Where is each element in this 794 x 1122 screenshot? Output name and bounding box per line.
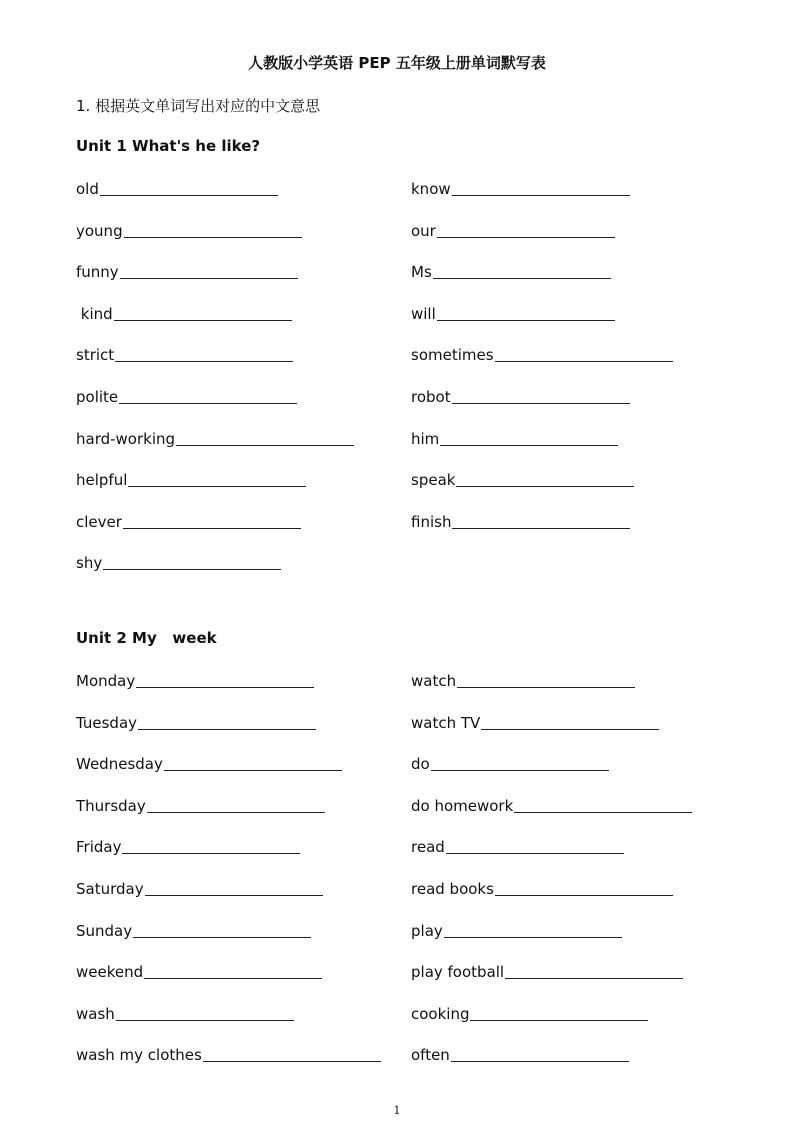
vocab-word: young bbox=[76, 221, 123, 240]
vocab-item bbox=[76, 303, 354, 345]
answer-blank-line[interactable] bbox=[123, 511, 301, 529]
answer-blank-line[interactable] bbox=[433, 261, 611, 279]
vocab-word: Monday bbox=[76, 672, 136, 690]
vocab-word: cooking bbox=[411, 1004, 470, 1023]
vocab-word: read bbox=[411, 838, 445, 857]
vocab-item bbox=[76, 920, 381, 962]
answer-blank-line[interactable] bbox=[440, 428, 618, 446]
answer-blank-line[interactable] bbox=[203, 1044, 381, 1062]
answer-blank-line[interactable] bbox=[437, 303, 615, 321]
vocab-word: do bbox=[411, 755, 430, 774]
vocab-word: kind bbox=[76, 304, 113, 323]
answer-blank-line[interactable] bbox=[122, 836, 300, 854]
unit-2-left-column bbox=[76, 670, 381, 1086]
vocab-item bbox=[411, 428, 673, 470]
vocab-item bbox=[76, 178, 354, 220]
vocab-item bbox=[411, 1003, 692, 1045]
vocab-item bbox=[76, 670, 381, 712]
unit-1-left-column bbox=[76, 178, 354, 594]
answer-blank-line[interactable] bbox=[457, 670, 635, 688]
vocab-word: will bbox=[411, 304, 436, 323]
vocab-word: often bbox=[411, 1046, 450, 1065]
answer-blank-line[interactable] bbox=[437, 220, 615, 238]
vocab-word: Saturday bbox=[76, 879, 144, 898]
answer-blank-line[interactable] bbox=[452, 511, 630, 529]
answer-blank-line[interactable] bbox=[128, 469, 306, 487]
vocab-word: shy bbox=[76, 554, 103, 573]
vocab-item bbox=[76, 878, 381, 920]
vocab-word: read books bbox=[411, 879, 494, 898]
answer-blank-line[interactable] bbox=[138, 712, 316, 730]
vocab-word: know bbox=[411, 180, 451, 198]
answer-blank-line[interactable] bbox=[495, 878, 673, 896]
vocab-word: Thursday bbox=[76, 796, 146, 815]
vocab-word: him bbox=[411, 429, 440, 448]
vocab-item bbox=[76, 386, 354, 428]
vocab-word: Sunday bbox=[76, 921, 133, 940]
answer-blank-line[interactable] bbox=[114, 303, 292, 321]
answer-blank-line[interactable] bbox=[505, 961, 683, 979]
vocab-word: do homework bbox=[411, 796, 514, 815]
answer-blank-line[interactable] bbox=[133, 920, 311, 938]
vocab-item bbox=[411, 178, 673, 220]
answer-blank-line[interactable] bbox=[514, 795, 692, 813]
vocab-item bbox=[411, 261, 673, 303]
vocab-word: play bbox=[411, 921, 443, 940]
vocab-word: play football bbox=[411, 963, 505, 982]
answer-blank-line[interactable] bbox=[495, 344, 673, 362]
unit-2-right-column bbox=[411, 670, 692, 1086]
vocab-word: hard-working bbox=[76, 429, 176, 448]
vocab-item bbox=[76, 220, 354, 262]
answer-blank-line[interactable] bbox=[136, 670, 314, 688]
answer-blank-line[interactable] bbox=[124, 220, 302, 238]
vocab-item bbox=[411, 753, 692, 795]
vocab-item bbox=[411, 220, 673, 262]
instruction-text: 1. 根据英文单词写出对应的中文意思 bbox=[76, 97, 321, 115]
vocab-word: polite bbox=[76, 387, 119, 406]
vocab-item bbox=[76, 552, 354, 594]
vocab-item bbox=[76, 344, 354, 386]
answer-blank-line[interactable] bbox=[164, 753, 342, 771]
vocab-word: wash bbox=[76, 1004, 115, 1023]
answer-blank-line[interactable] bbox=[116, 1003, 294, 1021]
vocab-item bbox=[411, 1044, 692, 1086]
answer-blank-line[interactable] bbox=[470, 1003, 648, 1021]
vocab-word: our bbox=[411, 221, 436, 240]
vocab-item bbox=[411, 961, 692, 1003]
vocab-word: clever bbox=[76, 512, 122, 531]
vocab-word: watch TV bbox=[411, 713, 481, 732]
vocab-word: weekend bbox=[76, 963, 144, 982]
answer-blank-line[interactable] bbox=[431, 753, 609, 771]
vocab-item bbox=[411, 511, 673, 553]
vocab-item bbox=[76, 961, 381, 1003]
vocab-item bbox=[411, 386, 673, 428]
vocab-item bbox=[76, 1044, 381, 1086]
page-number: 1 bbox=[393, 1104, 401, 1117]
answer-blank-line[interactable] bbox=[145, 878, 323, 896]
answer-blank-line[interactable] bbox=[451, 1044, 629, 1062]
vocab-word: Ms bbox=[411, 263, 432, 282]
answer-blank-line[interactable] bbox=[147, 795, 325, 813]
vocab-word: Wednesday bbox=[76, 755, 163, 774]
vocab-word: sometimes bbox=[411, 346, 494, 365]
unit-1-right-column bbox=[411, 178, 673, 552]
vocab-word: speak bbox=[411, 471, 456, 490]
vocab-word: Tuesday bbox=[76, 713, 138, 732]
vocab-item bbox=[76, 836, 381, 878]
answer-blank-line[interactable] bbox=[456, 469, 634, 487]
answer-blank-line[interactable] bbox=[103, 552, 281, 570]
unit-1-heading: Unit 1 What's he like? bbox=[76, 137, 261, 155]
vocab-item bbox=[411, 920, 692, 962]
vocab-item bbox=[76, 428, 354, 470]
unit-2-heading: Unit 2 My week bbox=[76, 629, 217, 647]
answer-blank-line[interactable] bbox=[446, 836, 624, 854]
vocab-word: robot bbox=[411, 387, 451, 406]
vocab-item bbox=[76, 469, 354, 511]
worksheet-title: 人教版小学英语 PEP 五年级上册单词默写表 bbox=[248, 54, 546, 72]
vocab-word: strict bbox=[76, 346, 115, 365]
answer-blank-line[interactable] bbox=[452, 386, 630, 404]
vocab-item bbox=[76, 511, 354, 553]
answer-blank-line[interactable] bbox=[481, 712, 659, 730]
vocab-item bbox=[411, 303, 673, 345]
answer-blank-line[interactable] bbox=[144, 961, 322, 979]
vocab-item bbox=[76, 712, 381, 754]
vocab-word: finish bbox=[411, 512, 452, 531]
vocab-item bbox=[411, 344, 673, 386]
vocab-item bbox=[76, 795, 381, 837]
vocab-item bbox=[411, 836, 692, 878]
answer-blank-line[interactable] bbox=[452, 178, 630, 196]
answer-blank-line[interactable] bbox=[100, 178, 278, 196]
vocab-item bbox=[411, 878, 692, 920]
answer-blank-line[interactable] bbox=[115, 344, 293, 362]
answer-blank-line[interactable] bbox=[444, 920, 622, 938]
vocab-item bbox=[411, 712, 692, 754]
vocab-word: watch bbox=[411, 672, 457, 690]
vocab-word: funny bbox=[76, 263, 119, 282]
vocab-item bbox=[411, 469, 673, 511]
vocab-word: old bbox=[76, 180, 99, 198]
vocab-word: helpful bbox=[76, 471, 128, 490]
answer-blank-line[interactable] bbox=[120, 261, 298, 279]
vocab-word: Friday bbox=[76, 838, 122, 857]
answer-blank-line[interactable] bbox=[119, 386, 297, 404]
vocab-item bbox=[76, 261, 354, 303]
vocab-item bbox=[76, 1003, 381, 1045]
vocab-item bbox=[76, 753, 381, 795]
vocab-item bbox=[411, 795, 692, 837]
answer-blank-line[interactable] bbox=[176, 428, 354, 446]
vocab-word: wash my clothes bbox=[76, 1046, 202, 1065]
vocab-item bbox=[411, 670, 692, 712]
